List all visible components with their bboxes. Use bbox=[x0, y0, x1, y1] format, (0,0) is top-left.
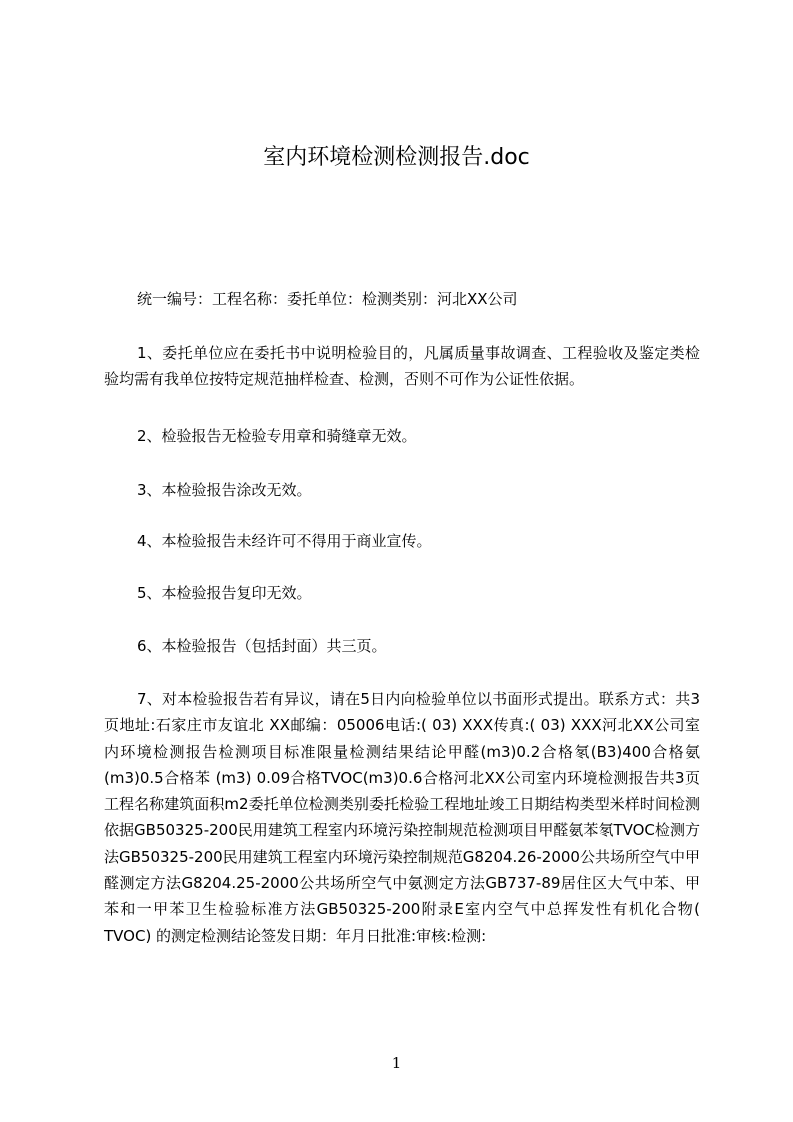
note-paragraph-2: 2、检验报告无检验专用章和骑缝章无效。 bbox=[137, 427, 417, 445]
note-paragraph-6: 6、本检验报告（包括封面）共三页。 bbox=[137, 637, 387, 655]
note-paragraph-5: 5、本检验报告复印无效。 bbox=[137, 584, 312, 602]
report-header-line: 统一编号：工程名称：委托单位：检测类别：河北XX公司 bbox=[137, 290, 518, 308]
note-paragraph-7: 7、对本检验报告若有异议，请在5日内向检验单位以书面形式提出。联系方式：共3页地址:石家庄市友谊北 XX邮编：05006电话:( 03) XXX传真:( 03) XXX河北XX公司室内环境检测报告检测项目标准限量检测结果结论甲醛(m3)0.2合格氡(B3)400合格氨(m3)0.5合格苯 (m3) 0.09合格TVOC(m3)0.6合格河北XX公司室内环境检测报告共3页工程名称建筑面积m2委托单位检测类别委托检验工程地址竣工日期结构类型米样时间检测依据GB50325-200民用建筑工程室内环境污染控制规范检测项目甲醛氨苯氡TVOC检测方法GB50325-200民用建筑工程室内环境污染控制规范G8204.26-2000公共场所空气中甲醛测定方法G8204.25-2000公共场所空气中氨测定方法GB737-89居住区大气中苯、甲苯和一甲苯卫生检验标准方法GB50325-200附录E室内空气中总挥发性有机化合物( TVOC) 的测定检测结论签发日期：年月日批准:审核:检测: bbox=[104, 690, 700, 945]
note-paragraph-4: 4、本检验报告未经许可不得用于商业宣传。 bbox=[137, 532, 432, 550]
note-paragraph-1: 1、委托单位应在委托书中说明检验目的，凡属质量事故调查、工程验收及鉴定类检验均需有我单位按特定规范抽样检查、检测，否则不可作为公证性依据。 bbox=[104, 344, 700, 388]
document-title: 室内环境检测检测报告.doc bbox=[263, 145, 530, 170]
note-paragraph-3: 3、本检验报告涂改无效。 bbox=[137, 481, 312, 499]
page-number: 1 bbox=[391, 1054, 402, 1072]
